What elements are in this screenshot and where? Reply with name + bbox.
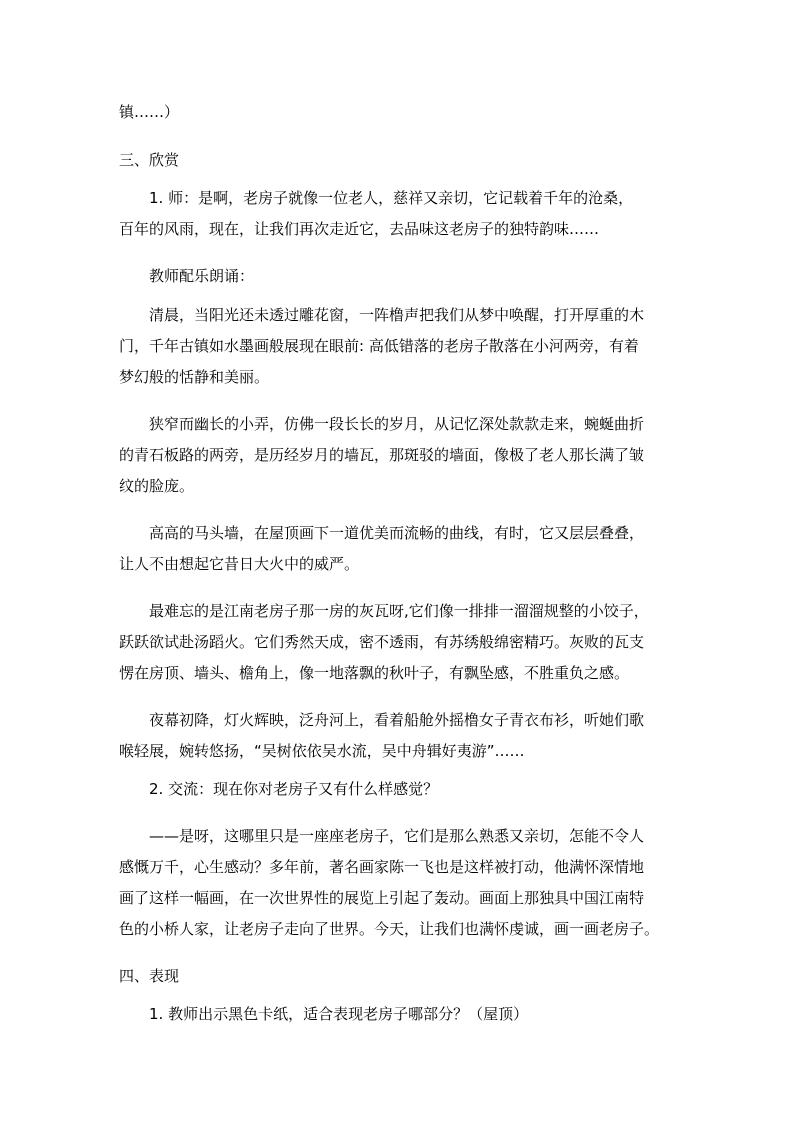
text-line: 的青石板路的两旁，是历经岁月的墙瓦，那斑驳的墙面，像极了老人那长满了皱 <box>119 446 645 464</box>
text-line: 最难忘的是江南老房子那一房的灰瓦呀,它们像一排排一溜溜规整的小饺子， <box>149 602 649 620</box>
text-line: 画了这样一幅画，在一次世界性的展览上引起了轰动。画面上那独具中国江南特 <box>119 889 645 907</box>
text-line: 喉轻展，婉转悠扬，“吴树依依吴水流，吴中舟辑好夷游”…… <box>119 742 525 760</box>
text-line: 梦幻般的恬静和美丽。 <box>119 368 270 386</box>
text-line: 1. 教师出示黑色卡纸，适合表现老房子哪部分？（屋顶） <box>149 1005 529 1023</box>
text-line: 狭窄而幽长的小弄，仿佛一段长长的岁月，从记忆深处款款走来，蜿蜒曲折 <box>149 415 645 433</box>
text-line: 跃跃欲试赴汤蹈火。它们秀然天成，密不透雨，有苏绣般绵密精巧。灰败的瓦支 <box>119 633 645 651</box>
section-heading-perform: 四、表现 <box>119 967 180 985</box>
text-line: 镇……） <box>119 103 180 121</box>
text-line: 愣在房顶、墙头、檐角上，像一地落飘的秋叶子，有飘坠感，不胜重负之感。 <box>119 664 630 682</box>
text-line: 纹的脸庞。 <box>119 477 195 495</box>
text-line: 2. 交流：现在你对老房子又有什么样感觉？ <box>149 780 439 798</box>
text-line: 门，千年古镇如水墨画般展现在眼前: 高低错落的老房子散落在小河两旁，有着 <box>119 337 639 355</box>
text-line: 清晨，当阳光还未透过雕花窗，一阵橹声把我们从梦中唤醒，打开厚重的木 <box>149 306 645 324</box>
text-line: 高高的马头墙，在屋顶画下一道优美而流畅的曲线，有时，它又层层叠叠， <box>149 524 645 542</box>
text-line: 百年的风雨，现在，让我们再次走近它，去品味这老房子的独特韵味…… <box>119 220 600 238</box>
section-heading-appreciate: 三、欣赏 <box>119 151 180 169</box>
text-line: 感慨万千，心生感动？多年前，著名画家陈一飞也是这样被打动，他满怀深情地 <box>119 858 645 876</box>
text-line: 让人不由想起它昔日大火中的威严。 <box>119 555 360 573</box>
text-line: 夜幕初降，灯火辉映，泛舟河上，看着船舱外摇橹女子青衣布衫，听她们歌 <box>149 711 645 729</box>
text-line: 1. 师：是啊，老房子就像一位老人，慈祥又亲切，它记载着千年的沧桑， <box>149 189 634 207</box>
text-line: 教师配乐朗诵： <box>149 267 255 285</box>
text-line: ——是呀，这哪里只是一座座老房子，它们是那么熟悉又亲切，怎能不令人 <box>149 827 645 845</box>
text-line: 色的小桥人家，让老房子走向了世界。今天，让我们也满怀虔诚，画一画老房子。 <box>119 920 660 938</box>
